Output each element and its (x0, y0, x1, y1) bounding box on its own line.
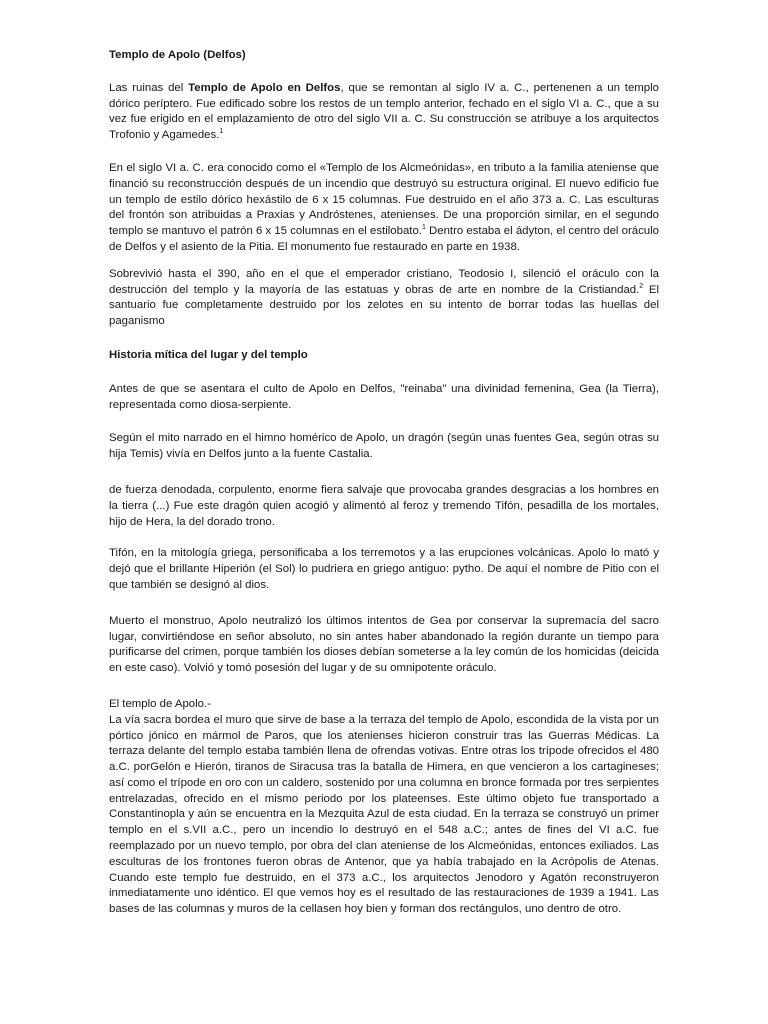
p2-text-b: Dentro estaba el ádyton, el centro del oráculo de Delfos y el asiento de la Pitia. El monumento fue restaurado en parte en 1938. (109, 225, 659, 253)
p1-text-a: Las ruinas del (109, 81, 189, 94)
paragraph-1 (109, 81, 659, 144)
paragraph-2 (109, 161, 659, 256)
p3-text-b: El santuario fue completamente destruido por los zelotes en su intento de borrar todas las huellas del paganismo (109, 283, 659, 328)
paragraph-9: La vía sacra bordea el muro que sirve de base a la terraza del templo de Apolo, escondida de la vista por un pórtico jónico en mármol de Paros, que los atenienses hicieron construir tras las Guerras Médicas. La terraza delante del templo estaba también llena de ofrendas votivas. Entre otras los trípode ofrecidos el 480 a.C. porGelón e Hierón, tiranos de Siracusa tras la batalla de Himera, en que vencieron a los cartagineses; así como el trípode en oro con un caldero, sostenido por una columna en bronce formada por tres serpientes entrelazadas, ofrecido en el mismo periodo por los plateenses. Este último objeto fue transportado a Constantinopla y aún se encuentra en la Mezquita Azul de esta ciudad. En la terraza se construyó un primer templo en el s.VII a.C., pero un incendio lo destruyó en el 548 a.C.; antes de fines del VI a.C. fue reemplazado por un nuevo templo, por obra del clan ateniense de los Alcmeónidas, entonces exiliados. Las esculturas de los frontones fueron obras de Antenor, que ya había trabajado en la Acrópolis de Atenas. Cuando este templo fue destruido, en el 373 a.C., los arquitectos Jenodoro y Agatón reconstruyeron inmediatamente uno idéntico. El que vemos hoy es el resultado de las restauraciones de 1939 a 1941. Las bases de las columnas y muros de la cellasen hoy bien y forman dos rectángulos, uno dentro de otro. (109, 713, 659, 916)
footnote-ref-1: 1 (219, 128, 224, 136)
p2-text-a: En el siglo VI a. C. era conocido como el «Templo de los Alcmeónidas», en tributo a la familia ateniense que financió su reconstrucción después de un incendio que destruyó su estructura original. El nuevo edificio fue un templo de estilo dórico hexástilo de 6 x 15 columnas. Fue destruido en el año 373 a. C. Las esculturas del frontón son atribuidas a Praxias y Andróstenes, atenienses. De una proporción similar, en el segundo templo se mantuvo el patrón 6 x 15 columnas en el estilobato. (109, 161, 659, 238)
footnote-ref-1b: 1 (421, 224, 426, 232)
p3-text-a: Sobrevivió hasta el 390, año en el que el emperador cristiano, Teodosio I, silenció el oráculo con la destrucción del templo y la mayoría de las estatuas y obras de arte en nombre de la Cristiandad. (109, 267, 659, 296)
footnote-ref-2: 2 (639, 282, 644, 290)
section-heading-history: Historia mítica del lugar y del templo (109, 348, 308, 361)
paragraph-4: Antes de que se asentara el culto de Apolo en Delfos, "reinaba" una divinidad femenina, Gea (la Tierra), representada como diosa-serpiente. (109, 382, 659, 411)
p1-bold: Templo de Apolo en Delfos (188, 81, 341, 94)
section-heading-temple: El templo de Apolo.- (109, 697, 211, 710)
paragraph-5: Según el mito narrado en el himno homérico de Apolo, un dragón (según unas fuentes Gea, según otras su hija Temis) vivía en Delfos junto a la fuente Castalia. (109, 432, 659, 461)
paragraph-3 (109, 267, 659, 330)
paragraph-7: Tifón, en la mitología griega, personificaba a los terremotos y a las erupciones volcánicas. Apolo lo mató y dejó que el brillante Hiperión (el Sol) lo pudriera en griego antiguo: pytho. De aquí el nombre de Pitio con el que también se designó al dios. (109, 547, 659, 591)
document-title: Templo de Apolo (Delfos) (109, 49, 246, 61)
paragraph-6: de fuerza denodada, corpulento, enorme fiera salvaje que provocaba grandes desgracias a los hombres en la tierra (...) Fue este dragón quien acogió y alimentó al feroz y tremendo Tifón, pesadilla de los mortales, hijo de Hera, la del dorado trono. (109, 483, 659, 528)
p1-text-b: , que se remontan al siglo IV a. C., pertenenen a un templo dórico períptero. Fue edificado sobre los restos de un templo anterior, fechado en el siglo VI a. C., que a su vez fue erigido en el emplazamiento de otro del siglo VII a. C. Su construcción se atribuye a los arquitectos Trofonio y Agamedes. (109, 81, 659, 142)
paragraph-8: Muerto el monstruo, Apolo neutralizó los últimos intentos de Gea por conservar la supremacía del sacro lugar, convirtiéndose en señor absoluto, no sin antes haber abandonado la región durante un tiempo para purificarse del crimen, porque también los dioses debían someterse a la ley común de los homicidas (deicida en este caso). Volvió y tomó posesión del lugar y de su omnipotente oráculo. (109, 614, 659, 675)
